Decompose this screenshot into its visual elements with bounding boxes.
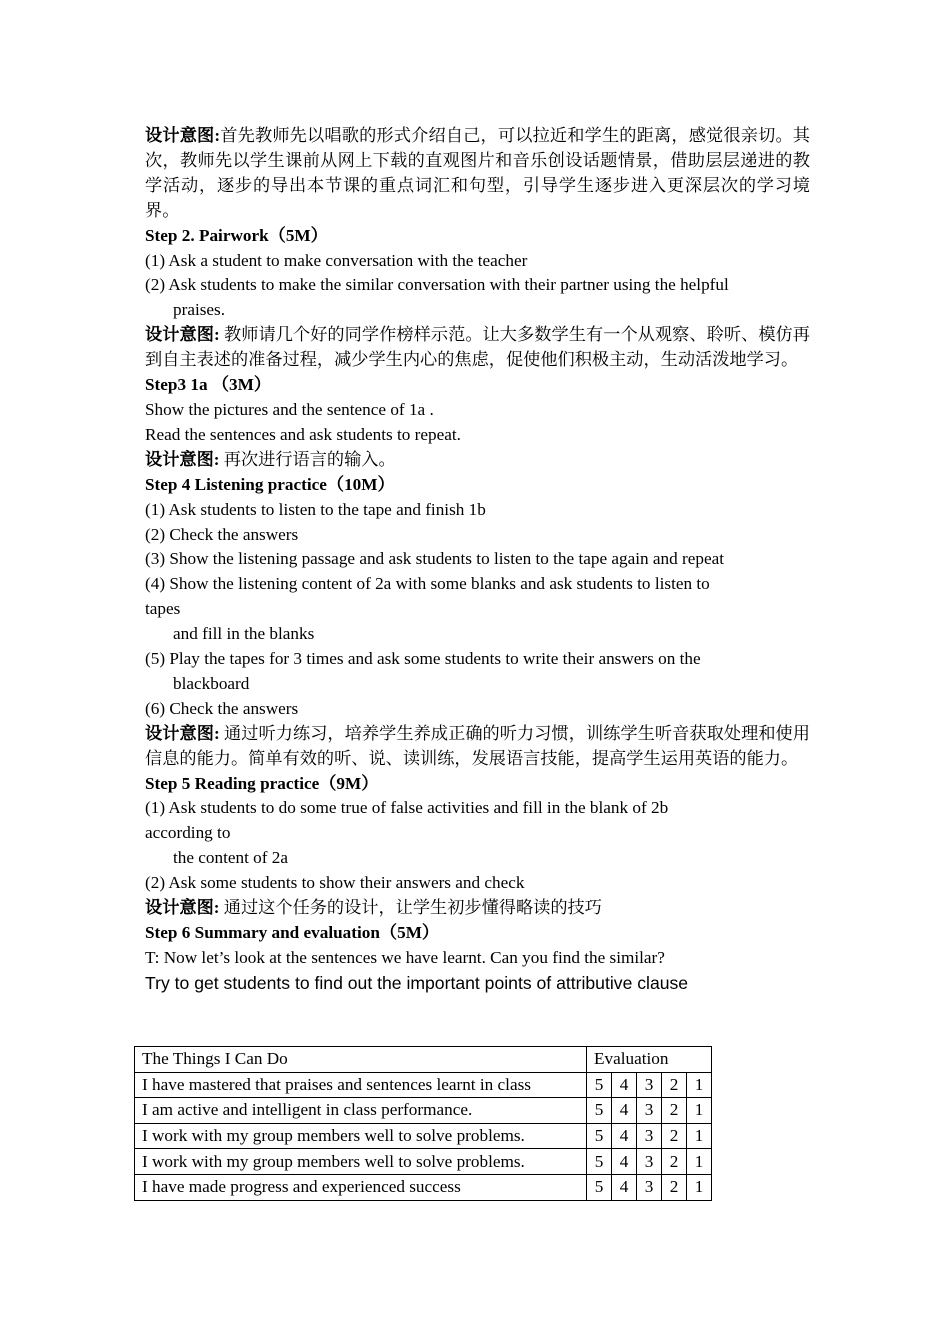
score-cell: 1 (687, 1123, 712, 1149)
design-intent-text: 通过听力练习，培养学生养成正确的听力习惯，训练学生听音获取处理和使用信息的能力。简单有效的听、说、读训练，发展语言技能，提高学生运用英语的能力。 (145, 723, 810, 768)
step6-title: Step 6 Summary and evaluation（5M） (145, 923, 440, 942)
step3-item-2: Read the sentences and ask students to repeat. (145, 424, 461, 444)
header-things: The Things I Can Do (135, 1047, 587, 1073)
row-statement: I have made progress and experienced success (135, 1174, 587, 1200)
design-intent-label: 设计意图: (145, 898, 220, 918)
score-cell: 2 (662, 1072, 687, 1098)
step4-item-4-cont2: and fill in the blanks (173, 624, 315, 644)
score-cell: 5 (587, 1123, 612, 1149)
step4-item-6: (6) Check the answers (145, 698, 299, 718)
score-cell: 1 (687, 1149, 712, 1175)
step3-title: Step3 1a （3M） (145, 375, 272, 395)
score-cell: 3 (637, 1149, 662, 1175)
step5-item-1-cont: according to (145, 823, 231, 843)
step4-item-5: (5) Play the tapes for 3 times and ask some students to write their answers on the (145, 649, 701, 669)
score-cell: 4 (612, 1174, 637, 1200)
step5-item-1: (1) Ask students to do some true of false activities and fill in the blank of 2b (145, 798, 669, 818)
table-row (135, 1174, 712, 1200)
table-row (135, 1149, 712, 1175)
design-intent-3 (145, 448, 810, 473)
design-intent-text: 首先教师先以唱歌的形式介绍自己，可以拉近和学生的距离，感觉很亲切。其次，教师先以学生课前从网上下载的直观图片和音乐创设话题情景，借助层层递进的教学活动，逐步的导出本节课的重点词汇和句型，引导学生逐步进入更深层次的学习境界。 (145, 126, 810, 220)
step6-item-1: T: Now let’s look at the sentences we have learnt. Can you find the similar? (145, 947, 665, 967)
step5-title: Step 5 Reading practice（9M） (145, 773, 379, 793)
score-cell: 3 (637, 1098, 662, 1124)
score-cell: 2 (662, 1098, 687, 1124)
score-cell: 2 (662, 1174, 687, 1200)
step4-item-1: (1) Ask students to listen to the tape and finish 1b (145, 499, 486, 519)
design-intent-5 (145, 896, 810, 921)
step4-item-4: (4) Show the listening content of 2a with some blanks and ask students to listen to (145, 574, 710, 594)
step6-item-2: Try to get students to find out the important points of attributive clause (145, 972, 689, 993)
score-cell: 4 (612, 1072, 637, 1098)
design-intent-label: 设计意图: (145, 325, 220, 345)
score-cell: 5 (587, 1098, 612, 1124)
score-cell: 4 (612, 1123, 637, 1149)
score-cell: 5 (587, 1149, 612, 1175)
design-intent-text: 再次进行语言的输入。 (219, 449, 396, 469)
table-row (135, 1072, 712, 1098)
score-cell: 4 (612, 1149, 637, 1175)
score-cell: 1 (687, 1098, 712, 1124)
score-cell: 3 (637, 1174, 662, 1200)
table-row (135, 1123, 712, 1149)
step4-title: Step 4 Listening practice（10M） (145, 474, 395, 494)
step2-title: Step 2. Pairwork（5M） (145, 225, 328, 245)
score-cell: 4 (612, 1098, 637, 1124)
score-cell: 3 (637, 1072, 662, 1098)
step3-item-1: Show the pictures and the sentence of 1a . (145, 399, 434, 419)
step4-item-5-cont: blackboard (173, 673, 250, 693)
step2-item-1: (1) Ask a student to make conversation with the teacher (145, 250, 528, 270)
design-intent-text: 教师请几个好的同学作榜样示范。让大多数学生有一个从观察、聆听、模仿再到自主表述的准备过程，减少学生内心的焦虑，促使他们积极主动，生动活泼地学习。 (145, 325, 810, 370)
row-statement: I work with my group members well to solve problems. (135, 1149, 587, 1175)
evaluation-table (134, 1046, 712, 1201)
row-statement: I work with my group members well to solve problems. (135, 1123, 587, 1149)
design-intent-4 (145, 722, 810, 772)
design-intent-label: 设计意图: (145, 126, 221, 145)
table-row (135, 1098, 712, 1124)
score-cell: 2 (662, 1123, 687, 1149)
design-intent-text: 通过这个任务的设计，让学生初步懂得略读的技巧 (219, 898, 602, 918)
table-header-row (135, 1047, 712, 1073)
step5-item-1-cont2: the content of 2a (173, 848, 289, 868)
step4-item-4-cont: tapes (145, 599, 181, 619)
step2-item-2: (2) Ask students to make the similar conversation with their partner using the helpful (145, 275, 729, 295)
design-intent-2 (145, 323, 810, 373)
score-cell: 2 (662, 1149, 687, 1175)
score-cell: 3 (637, 1123, 662, 1149)
score-cell: 1 (687, 1072, 712, 1098)
lesson-plan-body (145, 124, 810, 994)
design-intent-label: 设计意图: (145, 723, 220, 743)
score-cell: 5 (587, 1174, 612, 1200)
step5-item-2: (2) Ask some students to show their answers and check (145, 873, 525, 893)
score-cell: 5 (587, 1072, 612, 1098)
step4-item-3: (3) Show the listening passage and ask students to listen to the tape again and repeat (145, 549, 724, 569)
row-statement: I am active and intelligent in class performance. (135, 1098, 587, 1124)
score-cell: 1 (687, 1174, 712, 1200)
step4-item-2: (2) Check the answers (145, 524, 299, 544)
design-intent-label: 设计意图: (145, 449, 220, 469)
step2-item-2-cont: praises. (173, 300, 226, 320)
row-statement: I have mastered that praises and sentences learnt in class (135, 1072, 587, 1098)
header-evaluation: Evaluation (587, 1047, 712, 1073)
design-intent-1 (145, 124, 810, 224)
